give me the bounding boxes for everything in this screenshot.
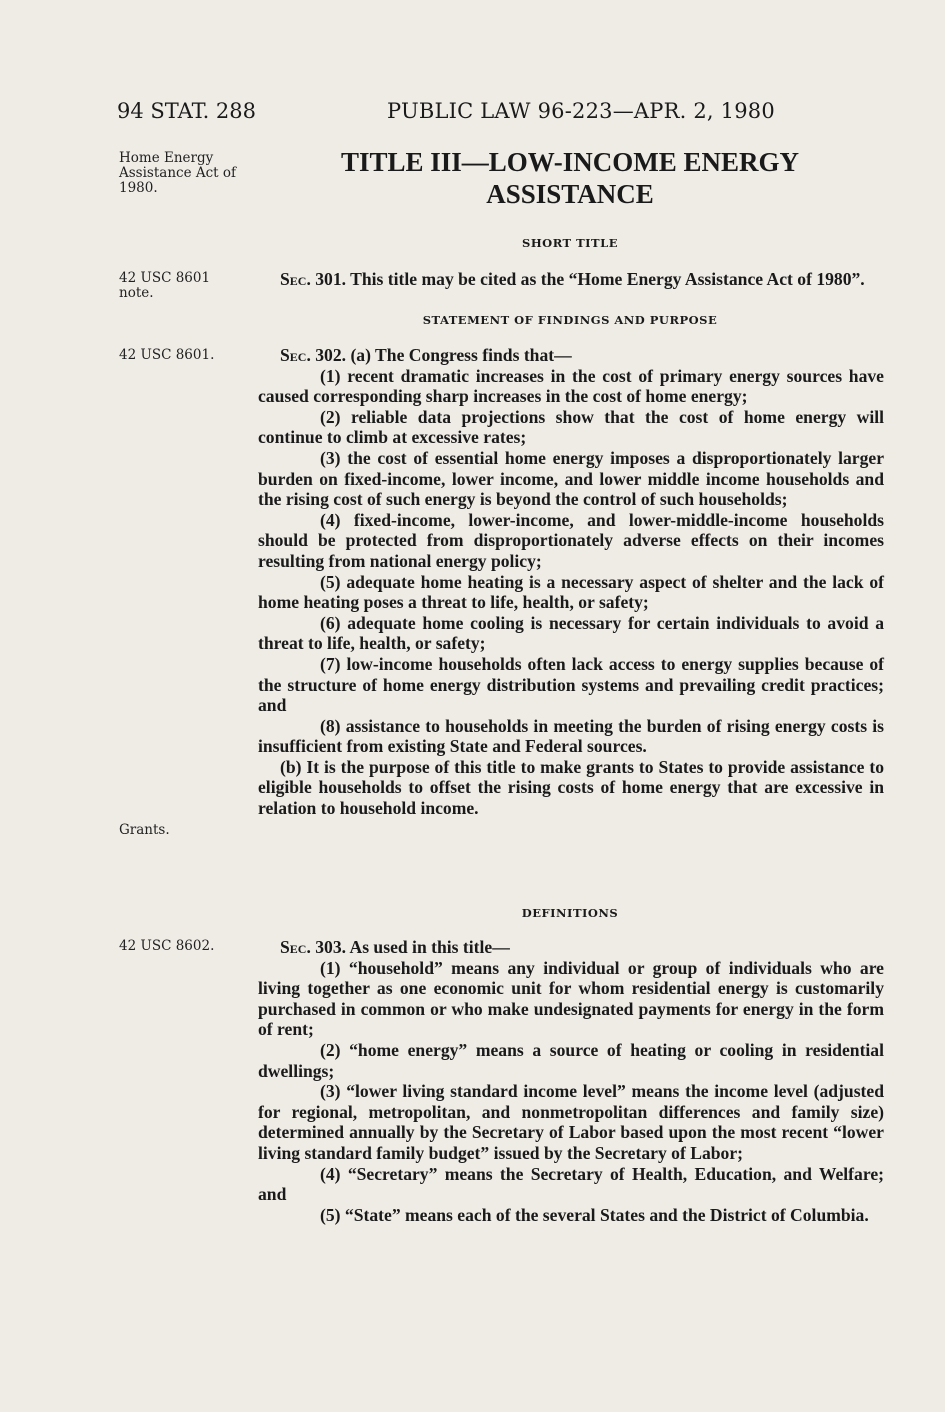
statute-reference: 94 STAT. 288 <box>117 99 257 123</box>
page-header <box>117 99 897 129</box>
finding-2: (2) reliable data projections show that the cost of home energy will continue to climb at excessive rates; <box>258 406 884 448</box>
sec302-intro: (a) The Congress finds that— <box>350 345 572 365</box>
finding-6: (6) adequate home cooling is necessary for certain individuals to avoid a threat to life, health, or safety; <box>258 612 884 654</box>
sec302-label: Sec. 302. <box>280 345 347 365</box>
title-heading: TITLE III—LOW-INCOME ENERGY ASSISTANCE <box>340 147 800 209</box>
definition-3: (3) “lower living standard income level” means the income level (adjusted for regional, metropolitan, and nonmetropolitan differences and family size) determined annually by the Secretary of Labor based upon the most recent “lower living standard family budget” issued by the Secretary of Labor; <box>258 1081 884 1163</box>
definition-1: (1) “household” means any individual or group of individuals who are living together as one economic unit for whom residential energy is customarily purchased in common or who make undesignated payments for energy in the form of rent; <box>258 957 884 1040</box>
definition-5: (5) “State” means each of the several States and the District of Columbia. <box>320 1204 869 1225</box>
finding-3: (3) the cost of essential home energy imposes a disproportionately larger burden on fixed-income, lower income, and lower middle income households and the rising cost of such energy is beyond the control of such households; <box>258 447 884 510</box>
finding-8: (8) assistance to households in meeting the burden of rising energy costs is insufficient from existing State and Federal sources. <box>258 715 884 757</box>
margin-note-act-name: Home Energy Assistance Act of 1980. <box>119 150 237 196</box>
sec303-label: Sec. 303. <box>280 937 347 957</box>
running-head: PUBLIC LAW 96-223—APR. 2, 1980 <box>387 99 775 123</box>
definition-2: (2) “home energy” means a source of heating or cooling in residential dwellings; <box>258 1039 884 1081</box>
definitions-heading: DEFINITIONS <box>521 906 619 920</box>
margin-note-sec303: 42 USC 8602. <box>119 938 215 954</box>
section-303 <box>258 937 884 1225</box>
definition-4: (4) “Secretary” means the Secretary of Health, Education, and Welfare; and <box>258 1163 884 1205</box>
margin-note-grants: Grants. <box>119 822 170 838</box>
margin-note-sec301: 42 USC 8601 note. <box>119 270 211 301</box>
margin-note-sec302: 42 USC 8601. <box>119 347 215 363</box>
purpose-paragraph: (b) It is the purpose of this title to make grants to States to provide assistance to eligible households to offset the rising costs of home energy that are excessive in relation to household income. <box>258 756 884 819</box>
section-301 <box>258 269 884 290</box>
section-302 <box>258 345 884 819</box>
sec301-label: Sec. 301. <box>280 269 347 289</box>
short-title-heading: SHORT TITLE <box>522 236 618 250</box>
finding-7: (7) low-income households often lack access to energy supplies because of the structure of home energy distribution systems and prevailing credit practices; and <box>258 653 884 716</box>
sec301-text: This title may be cited as the “Home Energy Assistance Act of 1980”. <box>350 269 865 289</box>
finding-1: (1) recent dramatic increases in the cost of primary energy sources have caused corresponding sharp increases in the cost of home energy; <box>258 365 884 407</box>
finding-5: (5) adequate home heating is a necessary aspect of shelter and the lack of home heating poses a threat to life, health, or safety; <box>258 571 884 613</box>
finding-4: (4) fixed-income, lower-income, and lower-middle-income households should be protected from disproportionately adverse effects on their incomes resulting from national energy policy; <box>258 509 884 571</box>
sec303-intro: As used in this title— <box>349 937 510 957</box>
findings-heading: STATEMENT OF FINDINGS AND PURPOSE <box>422 313 718 327</box>
